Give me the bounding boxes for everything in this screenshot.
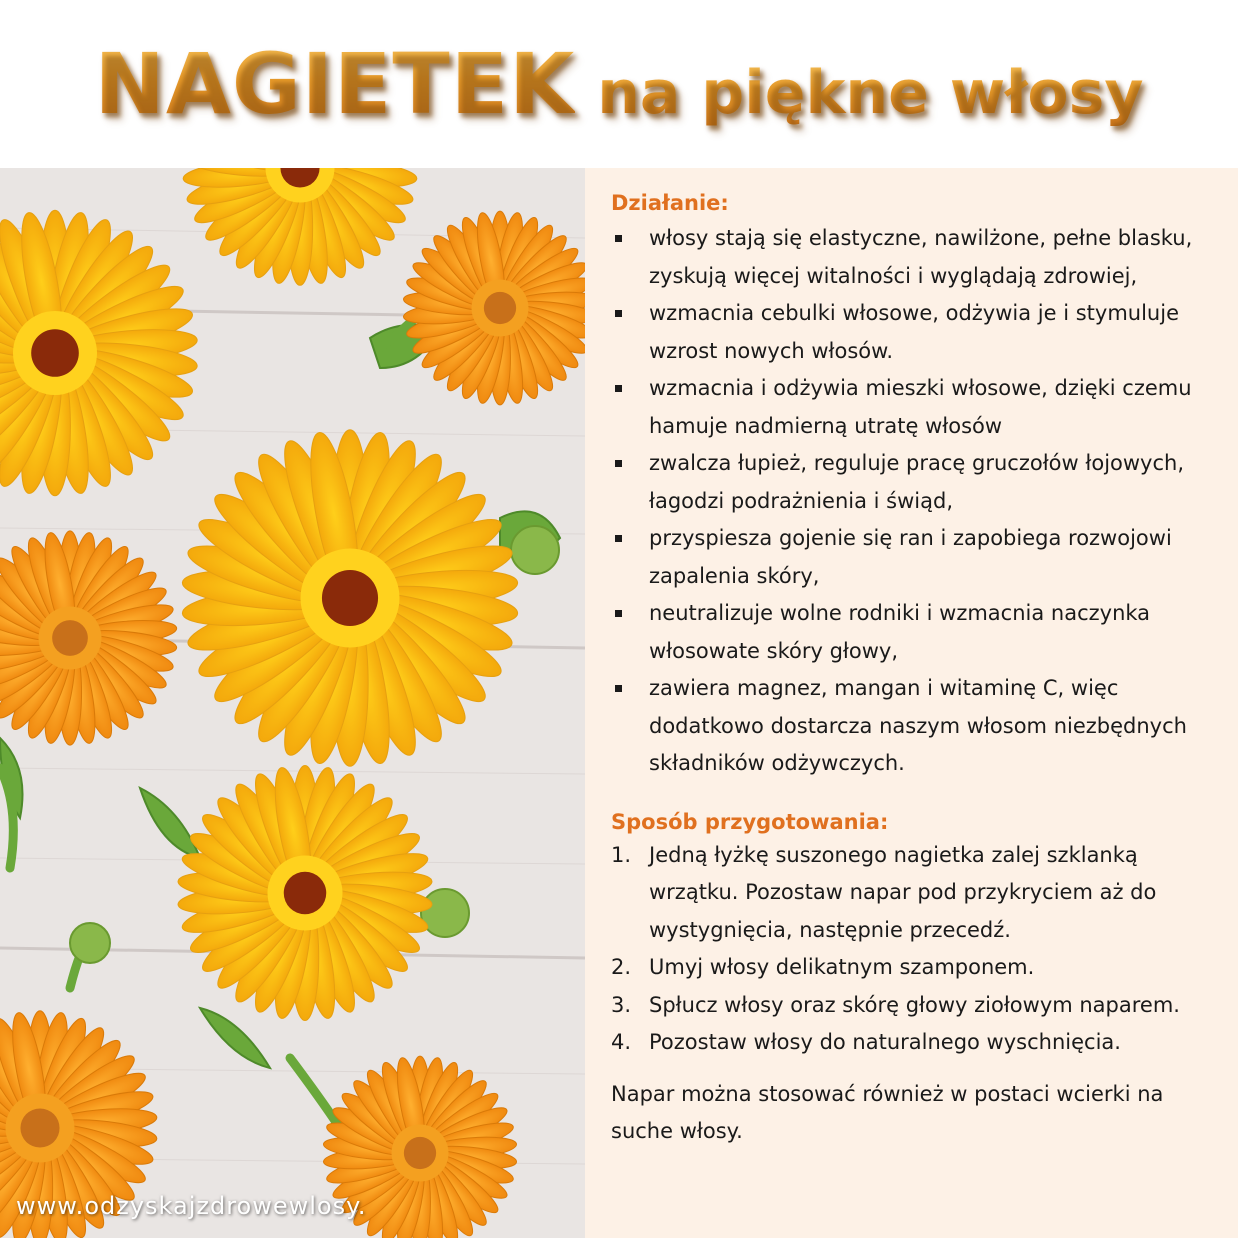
title-main: NAGIETEK — [94, 35, 576, 133]
header — [0, 0, 1238, 168]
page-title — [95, 35, 1144, 133]
bud-icon — [511, 526, 559, 574]
step-text: Jedną łyżkę suszonego nagietka zalej szklanką wrzątku. Pozostaw napar pod przykryciem aż do wystygnięcia, następnie przecedź. — [649, 842, 1157, 942]
section-title-przygotowanie: Sposób przygotowania: — [611, 809, 889, 834]
step-text: Pozostaw włosy do naturalnego wyschnięcia. — [649, 1030, 1121, 1054]
step-number: 3. — [611, 992, 632, 1017]
list-item: włosy stają się elastyczne, nawilżone, pełne blasku, zyskują więcej witalności i wyglądają zdrowiej, — [611, 220, 1211, 295]
step-text: Umyj włosy delikatnym szamponem. — [649, 955, 1035, 979]
title-subtitle: na piękne włosy — [597, 58, 1144, 128]
step-item — [611, 949, 1211, 987]
step-number: 1. — [611, 842, 632, 867]
usage-note: Napar można stosować również w postaci wcierki na suche włosy. — [611, 1081, 1164, 1143]
step-number: 2. — [611, 955, 632, 979]
calendula-photo — [0, 168, 585, 1238]
step-item — [611, 987, 1211, 1025]
step-number: 4. — [611, 1030, 632, 1054]
list-item: wzmacnia cebulki włosowe, odżywia je i stymuluje wzrost nowych włosów. — [611, 295, 1211, 370]
content — [611, 190, 1211, 1151]
step-item — [611, 837, 1211, 950]
website-watermark: www.odzyskajzdrowewlosy. — [16, 1192, 367, 1220]
list-item: zwalcza łupież, reguluje pracę gruczołów łojowych, łagodzi podrażnienia i świąd, — [611, 445, 1211, 520]
calendula-illustration — [0, 168, 585, 1238]
list-item: wzmacnia i odżywia mieszki włosowe, dzięki czemu hamuje nadmierną utratę włosów — [611, 370, 1211, 445]
section-title-dzialanie: Działanie: — [611, 191, 729, 215]
list-item: przyspiesza gojenie się ran i zapobiega rozwojowi zapalenia skóry, — [611, 520, 1211, 595]
step-item — [611, 1024, 1211, 1062]
list-item: neutralizuje wolne rodniki i wzmacnia naczynka włosowate skóry głowy, — [611, 595, 1211, 670]
list-item: zawiera magnez, mangan i witaminę C, więc dodatkowo dostarcza naszym włosom niezbędnych składników odżywczych. — [611, 670, 1211, 783]
info-panel — [585, 168, 1238, 1238]
effects-list — [611, 220, 1211, 783]
steps-list — [611, 837, 1211, 1062]
step-text: Spłucz włosy oraz skórę głowy ziołowym naparem. — [649, 992, 1180, 1017]
